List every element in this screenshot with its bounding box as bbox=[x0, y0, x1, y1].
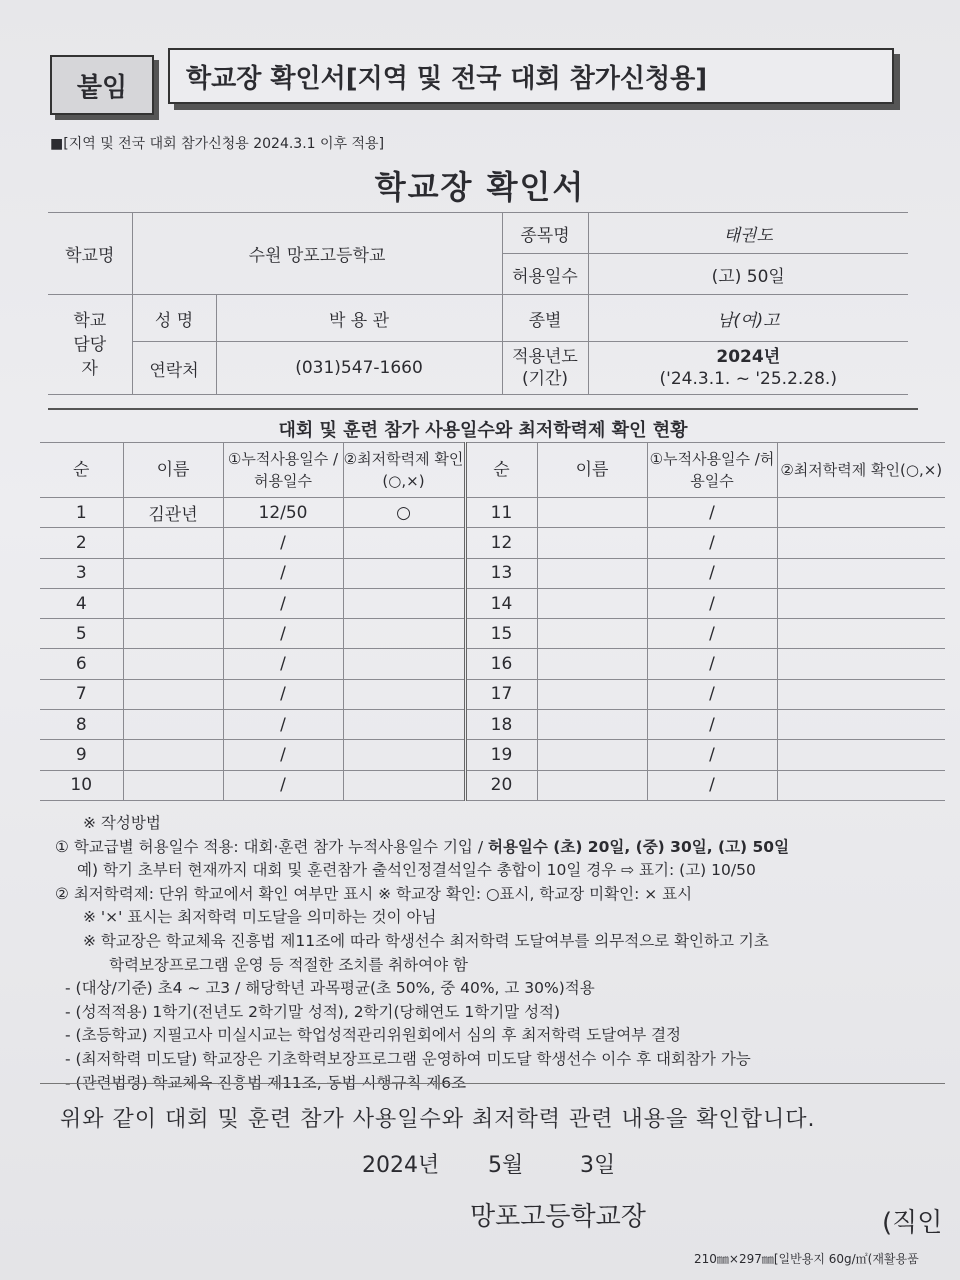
phone-value: (031)547-1660 bbox=[216, 342, 502, 395]
instruction-line: ※ '×' 표시는 최저학력 미도달을 의미하는 것이 아님 bbox=[83, 908, 437, 927]
min-academic-check: ○ bbox=[343, 498, 465, 528]
instruction-line: - (성적적용) 1학기(전년도 2학기말 성적), 2학기(당해연도 1학기말 성적) bbox=[65, 1002, 561, 1021]
student-name bbox=[123, 649, 223, 679]
instruction-text: ① 학교급별 허용일수 적용: 대회·훈련 참가 누적사용일수 기입 / bbox=[55, 837, 488, 856]
row-number: 1 bbox=[40, 498, 123, 528]
header-days: ①누적사용일수 /허용일수 bbox=[223, 443, 343, 498]
days-used: / bbox=[647, 619, 777, 649]
days-used: / bbox=[647, 710, 777, 740]
row-number: 3 bbox=[40, 558, 123, 588]
row-number: 18 bbox=[465, 710, 537, 740]
date-day: 3일 bbox=[580, 1153, 616, 1178]
row-number: 7 bbox=[40, 679, 123, 709]
row-number: 10 bbox=[40, 770, 123, 800]
banner-title: 학교장 확인서[지역 및 전국 대회 참가신청용] bbox=[168, 48, 894, 104]
principal-signature: 망포고등학교장 bbox=[470, 1202, 646, 1232]
participation-table bbox=[40, 442, 945, 801]
instruction-line: - (최저학력 미도달) 학교장은 기초학력보장프로그램 운영하여 미도달 학생선수 이수 후 대회참가 가능 bbox=[65, 1049, 751, 1068]
row-number: 2 bbox=[40, 528, 123, 558]
student-name: 김관년 bbox=[123, 498, 223, 528]
table-row bbox=[40, 710, 945, 740]
row-number: 16 bbox=[465, 649, 537, 679]
days-used: / bbox=[223, 588, 343, 618]
min-academic-check bbox=[343, 619, 465, 649]
row-number: 15 bbox=[465, 619, 537, 649]
table-row bbox=[40, 528, 945, 558]
student-name bbox=[537, 528, 647, 558]
table-row bbox=[40, 770, 945, 800]
student-name bbox=[537, 710, 647, 740]
instructions-heading: ※ 작성방법 bbox=[83, 814, 161, 832]
name-label: 성 명 bbox=[132, 295, 216, 342]
table-row bbox=[40, 740, 945, 770]
instruction-emphasis: 허용일수 (초) 20일, (중) 30일, (고) 50일 bbox=[487, 837, 790, 856]
min-academic-check bbox=[777, 740, 945, 770]
date-year: 2024년 bbox=[362, 1153, 440, 1178]
instruction-line: 학력보장프로그램 운영 등 적절한 조치를 취하여야 함 bbox=[109, 955, 468, 974]
row-number: 19 bbox=[465, 740, 537, 770]
contact-group-label: 학교 담당자 bbox=[48, 295, 132, 395]
header-days: ①누적사용일수 /허용일수 bbox=[647, 443, 777, 498]
section-title: 대회 및 훈련 참가 사용일수와 최저학력제 확인 현황 bbox=[48, 408, 918, 442]
days-used: / bbox=[223, 710, 343, 740]
year-cell bbox=[588, 342, 908, 395]
student-name bbox=[537, 770, 647, 800]
student-name bbox=[123, 619, 223, 649]
min-academic-check bbox=[777, 528, 945, 558]
period-value: ('24.3.1. ~ '25.2.28.) bbox=[659, 369, 837, 389]
days-used: / bbox=[223, 649, 343, 679]
official-seal-label: (직인 bbox=[882, 1208, 943, 1238]
min-academic-check bbox=[343, 649, 465, 679]
instruction-line: ※ 학교장은 학교체육 진흥법 제11조에 따라 학생선수 최저학력 도달여부를 의무적으로 확인하고 기초 bbox=[83, 931, 769, 950]
attachment-badge: 붙임 bbox=[50, 55, 154, 115]
row-number: 14 bbox=[465, 588, 537, 618]
student-name bbox=[123, 710, 223, 740]
header-name: 이름 bbox=[537, 443, 647, 498]
school-info-table bbox=[48, 212, 908, 395]
min-academic-check bbox=[343, 679, 465, 709]
event-value: 태권도 bbox=[588, 213, 908, 254]
min-academic-check bbox=[777, 558, 945, 588]
days-used: 12/50 bbox=[223, 498, 343, 528]
student-name bbox=[537, 558, 647, 588]
instruction-line: - (관련법령) 학교체육 진흥법 제11조, 동법 시행규칙 제6조 bbox=[65, 1073, 467, 1092]
school-label: 학교명 bbox=[48, 213, 132, 295]
min-academic-check bbox=[777, 679, 945, 709]
min-academic-check bbox=[343, 770, 465, 800]
table-row bbox=[40, 558, 945, 588]
type-label: 종별 bbox=[502, 295, 588, 342]
student-name bbox=[537, 619, 647, 649]
days-used: / bbox=[223, 770, 343, 800]
row-number: 12 bbox=[465, 528, 537, 558]
participation-rows bbox=[40, 498, 945, 801]
instruction-line: ② 최저학력제: 단위 학교에서 확인 여부만 표시 ※ 학교장 확인: ○표시, 학교장 미확인: × 표시 bbox=[55, 884, 693, 903]
days-used: / bbox=[647, 588, 777, 618]
header-check: ②최저학력제 확인(○,×) bbox=[777, 443, 945, 498]
row-number: 13 bbox=[465, 558, 537, 588]
min-academic-check bbox=[343, 710, 465, 740]
days-value: (고) 50일 bbox=[588, 254, 908, 295]
days-used: / bbox=[647, 740, 777, 770]
row-number: 9 bbox=[40, 740, 123, 770]
min-academic-check bbox=[777, 588, 945, 618]
days-used: / bbox=[647, 770, 777, 800]
instruction-line: - (초등학교) 지필고사 미실시교는 학업성적관리위원회에서 심의 후 최저학력 도달여부 결정 bbox=[65, 1026, 682, 1045]
date-month: 5월 bbox=[488, 1153, 524, 1178]
header-check: ②최저학력제 확인(○,×) bbox=[343, 443, 465, 498]
row-number: 8 bbox=[40, 710, 123, 740]
student-name bbox=[123, 588, 223, 618]
page-title: 학교장 확인서 bbox=[374, 168, 586, 206]
header-name: 이름 bbox=[123, 443, 223, 498]
days-used: / bbox=[647, 558, 777, 588]
year-value: 2024년 bbox=[716, 347, 781, 367]
days-used: / bbox=[647, 649, 777, 679]
phone-label: 연락처 bbox=[132, 342, 216, 395]
student-name bbox=[537, 649, 647, 679]
table-row bbox=[40, 619, 945, 649]
instruction-line bbox=[55, 836, 955, 860]
min-academic-check bbox=[343, 740, 465, 770]
confirmation-text: 위와 같이 대회 및 훈련 참가 사용일수와 최저학력 관련 내용을 확인합니다. bbox=[60, 1107, 816, 1132]
school-value: 수원 망포고등학교 bbox=[132, 213, 502, 295]
days-label: 허용일수 bbox=[502, 254, 588, 295]
student-name bbox=[537, 679, 647, 709]
name-value: 박 용 관 bbox=[216, 295, 502, 342]
student-name bbox=[123, 528, 223, 558]
days-used: / bbox=[223, 558, 343, 588]
student-name bbox=[123, 740, 223, 770]
row-number: 11 bbox=[465, 498, 537, 528]
header-no: 순 bbox=[40, 443, 123, 498]
min-academic-check bbox=[777, 619, 945, 649]
row-number: 4 bbox=[40, 588, 123, 618]
year-label: 적용년도 (기간) bbox=[502, 342, 588, 395]
min-academic-check bbox=[777, 649, 945, 679]
student-name bbox=[123, 679, 223, 709]
min-academic-check bbox=[777, 710, 945, 740]
table-row bbox=[40, 498, 945, 528]
instructions bbox=[55, 812, 955, 1095]
table-row bbox=[40, 679, 945, 709]
divider bbox=[40, 1083, 945, 1084]
table-row bbox=[40, 588, 945, 618]
event-label: 종목명 bbox=[502, 213, 588, 254]
applicability-note: ■[지역 및 전국 대회 참가신청용 2024.3.1 이후 적용] bbox=[50, 136, 385, 152]
min-academic-check bbox=[343, 528, 465, 558]
days-used: / bbox=[223, 619, 343, 649]
min-academic-check bbox=[343, 558, 465, 588]
student-name bbox=[537, 588, 647, 618]
student-name bbox=[123, 770, 223, 800]
days-used: / bbox=[223, 679, 343, 709]
days-used: / bbox=[647, 528, 777, 558]
days-used: / bbox=[223, 528, 343, 558]
row-number: 20 bbox=[465, 770, 537, 800]
student-name bbox=[537, 498, 647, 528]
student-name bbox=[123, 558, 223, 588]
instruction-line: - (대상/기준) 초4 ~ 고3 / 해당학년 과목평균(초 50%, 중 40%, 고 30%)적용 bbox=[65, 979, 595, 998]
row-number: 17 bbox=[465, 679, 537, 709]
table-row bbox=[40, 649, 945, 679]
row-number: 6 bbox=[40, 649, 123, 679]
student-name bbox=[537, 740, 647, 770]
days-used: / bbox=[647, 679, 777, 709]
instruction-line: 예) 학기 초부터 현재까지 대회 및 훈련참가 출석인정결석일수 총합이 10일 경우 ⇨ 표기: (고) 10/50 bbox=[77, 861, 756, 880]
min-academic-check bbox=[777, 770, 945, 800]
min-academic-check bbox=[777, 498, 945, 528]
min-academic-check bbox=[343, 588, 465, 618]
header-no: 순 bbox=[465, 443, 537, 498]
type-value: 남(여)고 bbox=[588, 295, 908, 342]
days-used: / bbox=[647, 498, 777, 528]
row-number: 5 bbox=[40, 619, 123, 649]
paper-spec-footer: 210㎜×297㎜[일반용지 60g/㎡(재활용품 bbox=[694, 1252, 919, 1266]
days-used: / bbox=[223, 740, 343, 770]
